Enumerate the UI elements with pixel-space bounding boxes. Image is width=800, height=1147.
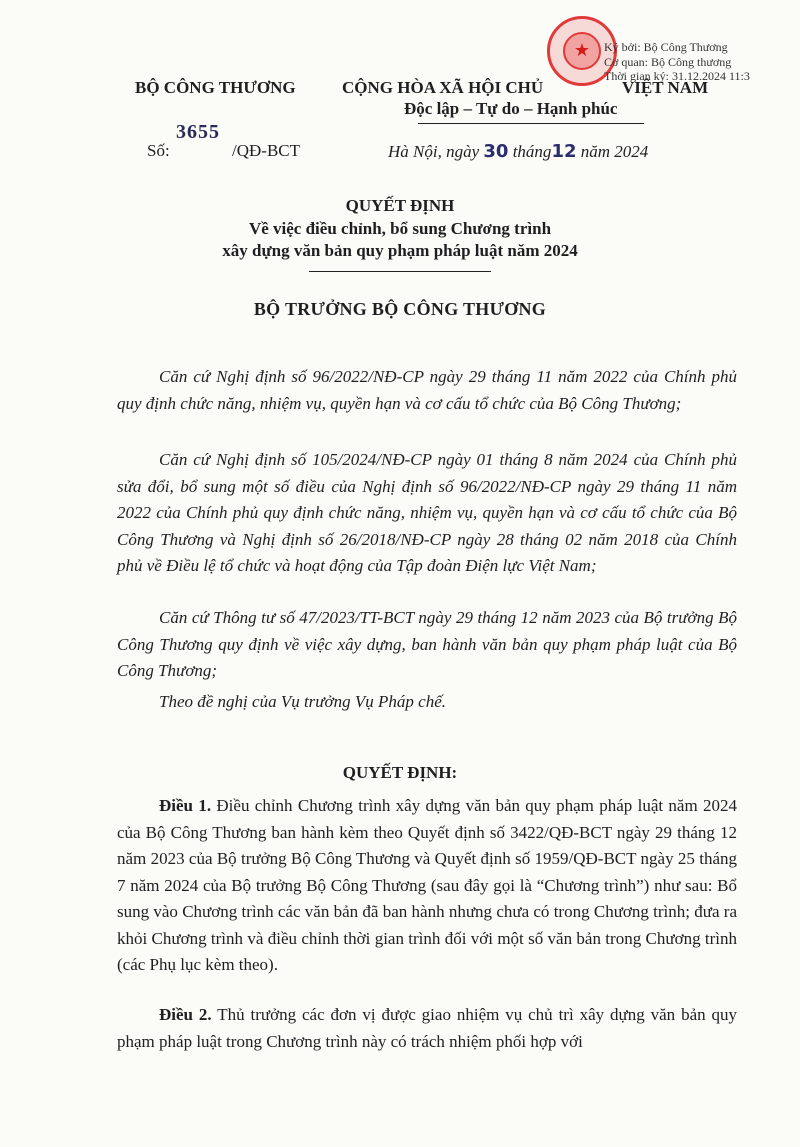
date-day-handwritten: 30	[483, 141, 509, 162]
decision-heading: QUYẾT ĐỊNH:	[342, 763, 458, 782]
signing-agency: Cơ quan: Bộ Công thương	[604, 54, 732, 69]
article-1-text: Điều chỉnh Chương trình xây dựng văn bản quy phạm pháp luật năm 2024 của Bộ Công Thương ban hành kèm theo Quyết định số 3422/QĐ-BCT ngày 29 tháng 12 năm 2023 của Bộ trưởng Bộ Công Thương và Quyết định số 1959/QĐ-BCT ngày 25 tháng 7 năm 2024 của Bộ trưởng Bộ Công Thương (sau đây gọi là “Chương trình”) như sau: Bổ sung vào Chương trình các văn bản đã ban hành nhưng chưa có trong Chương trình; đưa ra khỏi Chương trình và điều chỉnh thời gian trình đối với một số văn bản trong Chương trình (các Phụ lục kèm theo).	[117, 796, 738, 974]
date-month-handwritten: 12	[551, 141, 577, 162]
date-year: năm 2024	[580, 142, 649, 161]
national-motto: Độc lập – Tự do – Hạnh phúc	[404, 99, 618, 118]
preamble-paragraph: Căn cứ Nghị định số 96/2022/NĐ-CP ngày 29 tháng 11 năm 2022 của Chính phủ quy định chức năng, nhiệm vụ, quyền hạn và cơ cấu tổ chức của Bộ Công Thương;	[117, 367, 737, 413]
article-2	[117, 1002, 737, 1055]
document-type: QUYẾT ĐỊNH	[345, 196, 455, 215]
document-number-suffix: /QĐ-BCT	[232, 141, 300, 160]
place-and-date	[388, 141, 648, 162]
date-month-label: tháng	[512, 142, 552, 161]
article-2-label: Điều 2.	[159, 1005, 212, 1024]
digital-signature-info	[604, 40, 750, 84]
article-1-label: Điều 1.	[159, 796, 212, 815]
preamble-paragraph: Theo đề nghị của Vụ trưởng Vụ Pháp chế.	[159, 692, 446, 711]
signed-by: Ký bởi: Bộ Công Thương	[604, 40, 728, 54]
title-underline	[309, 271, 491, 272]
issuing-agency: BỘ CÔNG THƯƠNG	[135, 78, 296, 97]
motto-underline	[418, 123, 644, 124]
signer-authority: BỘ TRƯỞNG BỘ CÔNG THƯƠNG	[253, 299, 547, 319]
article-1	[117, 793, 737, 979]
signing-time: Thời gian ký: 31.12.2024 11:3	[604, 69, 750, 83]
national-title: CỘNG HÒA XÃ HỘI CHỦ	[342, 78, 544, 97]
date-prefix: Hà Nội, ngày	[388, 142, 480, 161]
document-number-handwritten: 3655	[176, 121, 220, 143]
preamble-paragraph: Căn cứ Nghị định số 105/2024/NĐ-CP ngày 01 tháng 8 năm 2024 của Chính phủ sửa đổi, bổ sung một số điều của Nghị định số 96/2022/NĐ-CP ngày 29 tháng 11 năm 2022 của Chính phủ quy định chức năng, nhiệm vụ, quyền hạn và cơ cấu tổ chức của Bộ Công Thương và Nghị định số 26/2018/NĐ-CP ngày 28 tháng 02 năm 2018 của Chính phủ về Điều lệ tổ chức và hoạt động của Tập đoàn Điện lực Việt Nam;	[117, 450, 737, 575]
document-number-label: Số:	[147, 141, 170, 160]
subject-line-1: Về việc điều chỉnh, bổ sung Chương trình	[248, 219, 552, 238]
national-title-end: VIỆT NAM	[622, 78, 709, 97]
subject-line-2: xây dựng văn bản quy phạm pháp luật năm 2024	[222, 241, 578, 260]
preamble-paragraph: Căn cứ Thông tư số 47/2023/TT-BCT ngày 29 tháng 12 năm 2023 của Bộ trưởng Bộ Công Thương quy định về việc xây dựng, ban hành văn bản quy phạm pháp luật của Bộ Công Thương;	[117, 608, 737, 680]
article-2-text: Thủ trưởng các đơn vị được giao nhiệm vụ chủ trì xây dựng văn bản quy phạm pháp luật trong Chương trình này có trách nhiệm phối hợp với	[117, 1005, 738, 1051]
star-icon: ★	[573, 40, 591, 61]
seal-emblem	[563, 32, 601, 70]
